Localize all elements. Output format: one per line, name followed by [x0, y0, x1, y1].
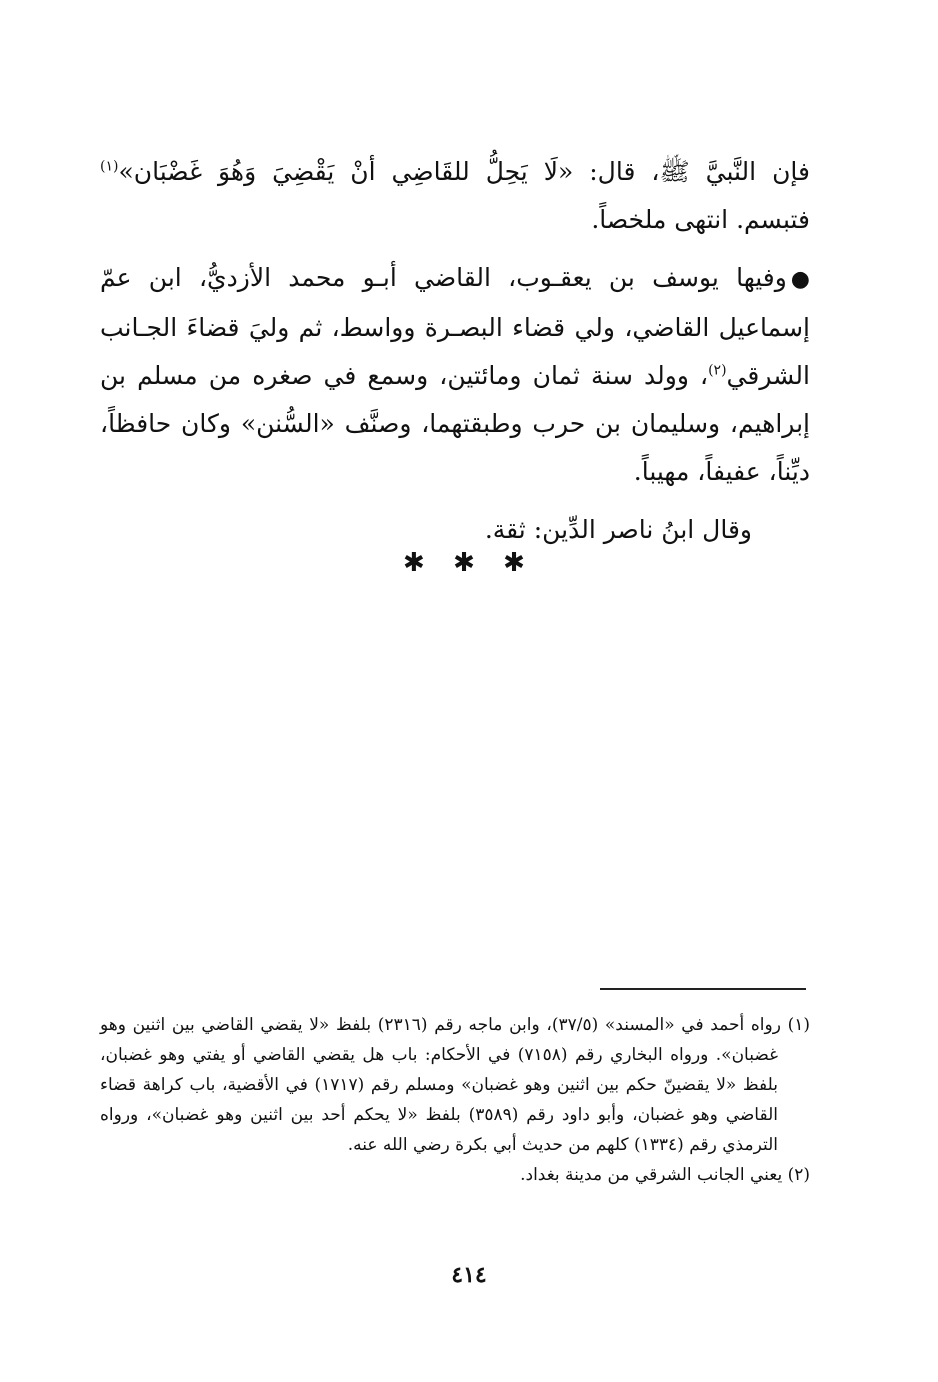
footnote-ref-1[interactable]: (١): [100, 158, 119, 175]
footnote-1: (١) رواه أحمد في «المسند» (٣٧/٥)، وابن ماجه رقم (٢٣١٦) بلفظ «لا يقضي القاضي بين اثنين وهو غضبان». ورواه البخاري رقم (٧١٥٨) في الأحكام: باب هل يقضي القاضي أو يفتي وهو غضبان، بلفظ «لا يقضينّ حكم بين اثنين وهو غضبان» ومسلم رقم (١٧١٧) في الأقضية، باب كراهة قضاء القاضي وهو غضبان، وأبو داود رقم (٣٥٨٩) بلفظ «لا يحكم أحد بين اثنين وهو غضبان»، ورواه الترمذي رقم (١٣٣٤) كلهم من حديث أبي بكرة رضي الله عنه.: [100, 1015, 810, 1155]
footnote-ref-2[interactable]: (٢): [708, 362, 727, 379]
page-number: ٤١٤: [451, 1262, 487, 1288]
biography-text: وفيها يوسف بن يعقـوب، القاضي أبـو محمد الأزديُّ، ابن عمّ إسماعيل القاضي، ولي قضاء البصـرة وواسط، ثم وليَ قضاءَ الجـانب الشرقي: [100, 263, 810, 390]
paragraph-biography: [100, 254, 810, 496]
biography-text-end: ، وولد سنة ثمان ومائتين، وسمع في صغره من مسلم بن إبراهيم، وسليمان بن حرب وطبقتهما، وصنَّف «السُّنن» وكان حافظاً، ديِّناً، عفيفاً، مهيباً.: [100, 361, 810, 486]
footnote-2: (٢) يعني الجانب الشرقي من مدينة بغداد.: [520, 1165, 810, 1185]
footnotes: [100, 1010, 810, 1190]
footnote-separator: [600, 988, 806, 990]
hadith-text-end: فتبسم. انتهى ملخصاً.: [591, 205, 810, 234]
main-text: [100, 148, 810, 554]
bullet-icon: ●: [790, 267, 810, 292]
section-divider-stars: ✱ ✱ ✱: [403, 548, 535, 578]
hadith-text: فإن النَّبيَّ ﷺ، قال: «لَا يَحِلُّ للقَاضِي أنْ يَقْضِيَ وَهُوَ غَضْبَان»: [118, 157, 810, 186]
paragraph-quote: وقال ابنُ ناصر الدِّين: ثقة.: [484, 515, 752, 544]
paragraph-hadith: [100, 148, 810, 244]
